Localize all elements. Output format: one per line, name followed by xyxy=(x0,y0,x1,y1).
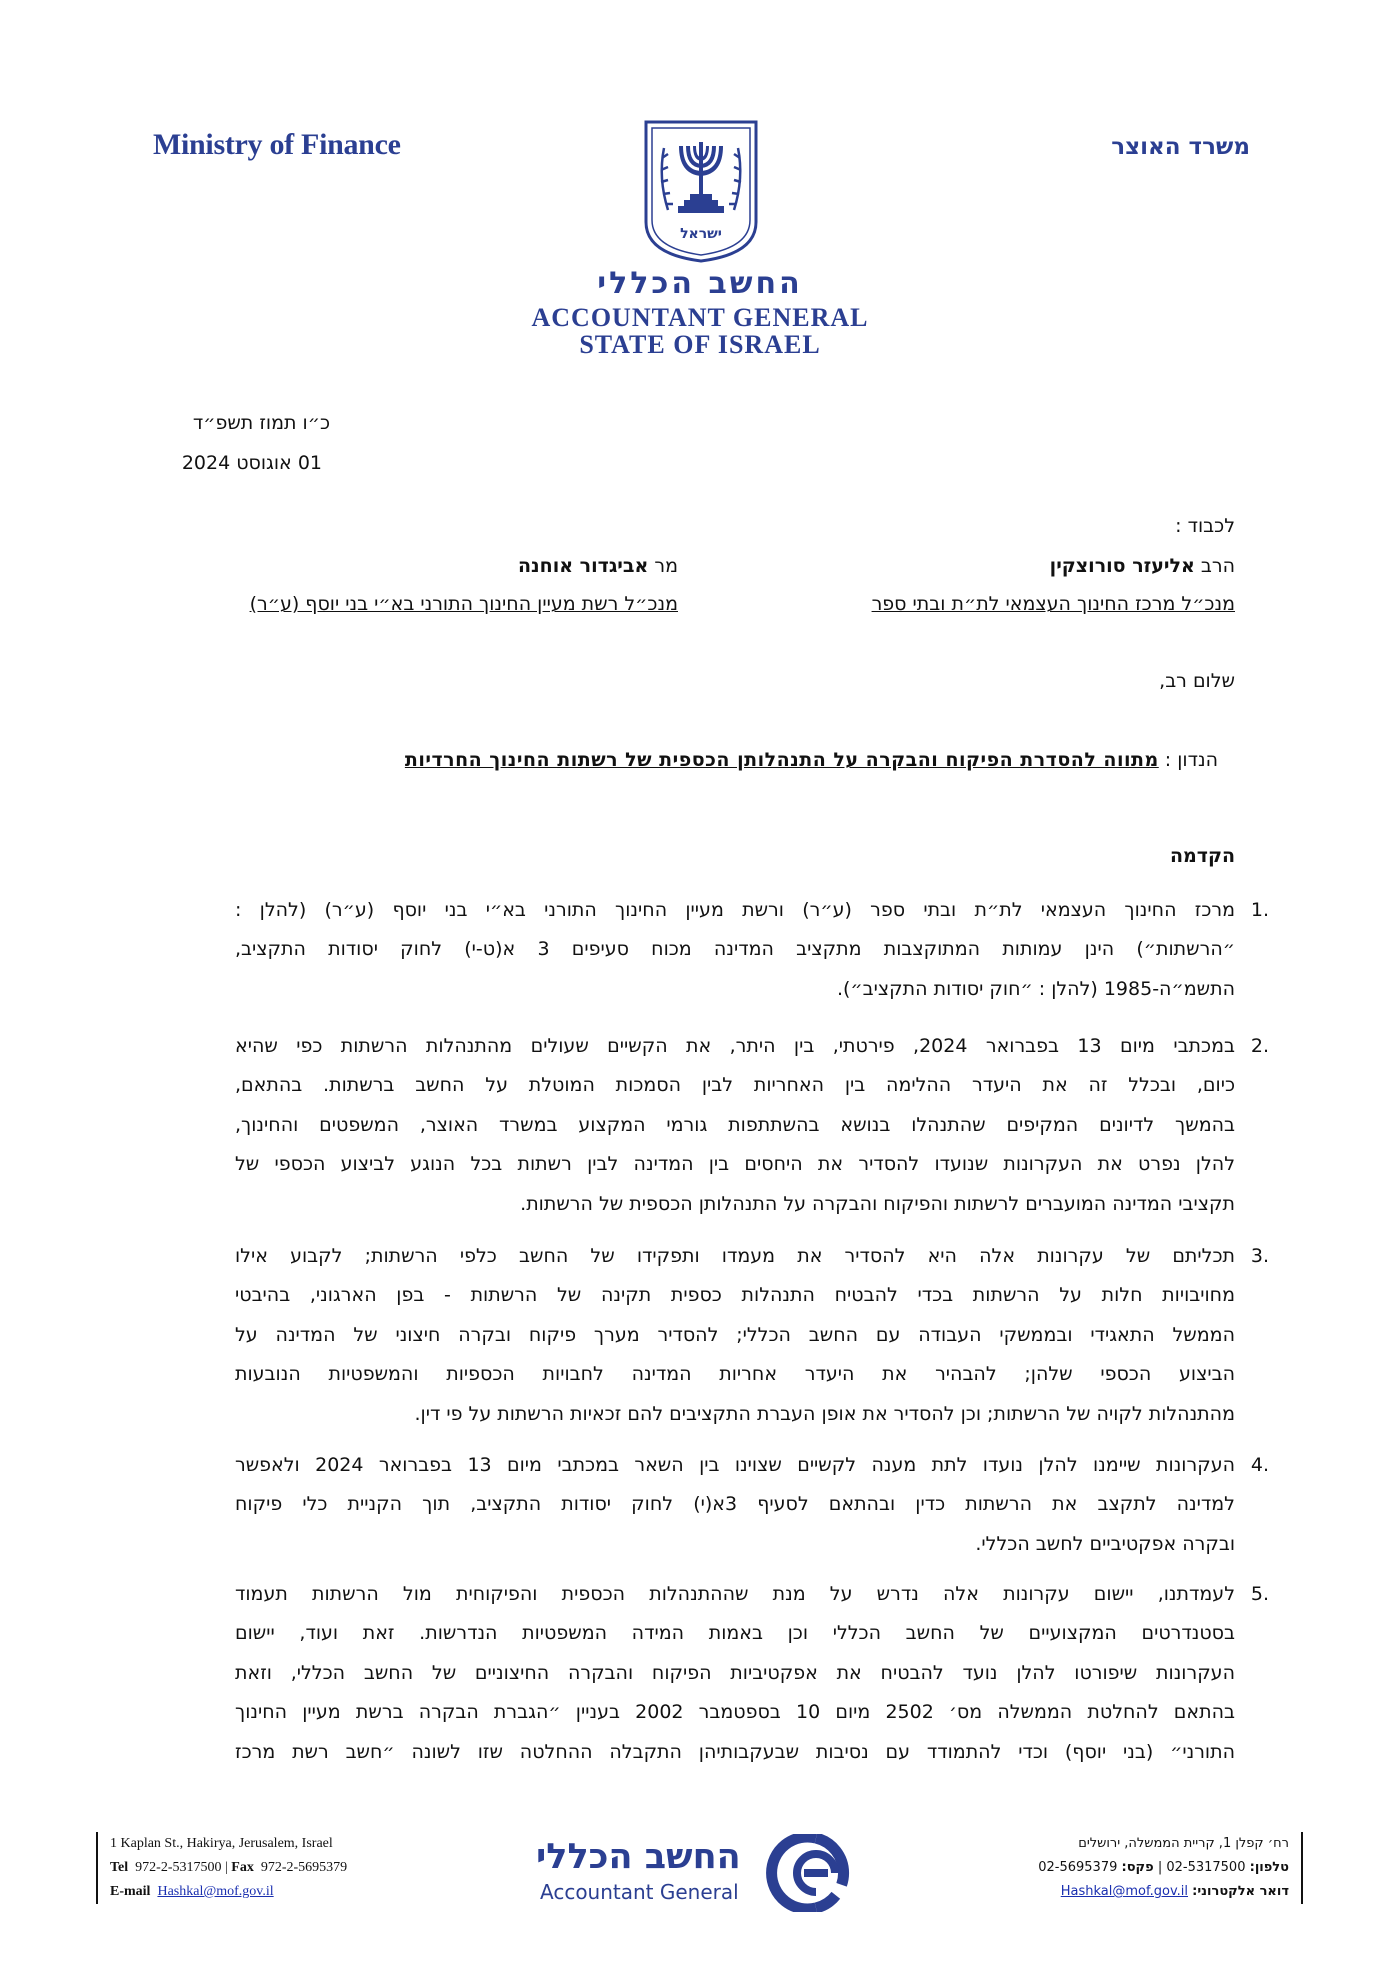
paragraph-line: להלן נפרט את העקרונות שנועדו להסדיר את היחסים בין המדינה לבין רשתות בכל הנוגע לביצוע הכספי של xyxy=(235,1153,1235,1176)
paragraph-line: למדינה לתקצב את הרשתות כדין ובהתאם לסעיף 3א(י) לחוק יסודות התקציב, תוך הקניית כלי פיקוח xyxy=(235,1493,1235,1516)
paragraph-number: .2 xyxy=(1250,1035,1269,1057)
paragraph-line: העקרונות שיפורטו להלן נועד להבטיח את אפקטיביות הפיקוח והבקרה החיצוניים של החשב הכללי, וזאת xyxy=(235,1661,1235,1684)
recipient-1-name-text: אליעזר סורוצקין xyxy=(1049,555,1195,577)
numbered-paragraph xyxy=(235,1446,1269,1564)
salutation: לכבוד : xyxy=(1175,515,1235,537)
fax-label: Fax xyxy=(231,1860,254,1875)
footer-email-he xyxy=(1038,1880,1289,1904)
state-of-israel-en: STATE OF ISRAEL xyxy=(579,330,821,359)
recipient-1-title: מנכ״ל מרכז החינוך העצמאי לת״ת ובתי ספר xyxy=(871,593,1235,615)
footer-contact-en xyxy=(96,1832,347,1904)
email-link[interactable]: Hashkal@mof.gov.il xyxy=(157,1884,274,1899)
paragraph-number: .1 xyxy=(1250,899,1269,921)
paragraph-line: ובקרה אפקטיביים לחשב הכללי. xyxy=(975,1532,1235,1555)
subject-label: הנדון : xyxy=(1158,749,1218,771)
paragraph-line: בסטנדרטים המקצועיים של החשב הכללי וכן באמות המידה המשפטיות הנדרשות. זאת ועוד, יישום xyxy=(235,1622,1235,1645)
accountant-general-logo-icon xyxy=(762,1834,870,1912)
recipient-1-prefix: הרב xyxy=(1194,555,1235,577)
paragraph-line: העקרונות שיימנו להלן נועדו לתת מענה לקשיים שצוינו בין השאר במכתבי מיום 13 בפברואר 2024 ולאפשר xyxy=(235,1454,1235,1476)
paragraph-line: מחויבויות חלות על הרשתות בכדי להבטיח התנהלות כספית תקינה של הרשתות - בפן הארגוני, בהיבטי xyxy=(235,1284,1235,1307)
footer-email-en xyxy=(110,1880,347,1904)
fax-value-he: 02-5695379 xyxy=(1038,1860,1118,1875)
email-label-he: דואר אלקטרוני: xyxy=(1192,1884,1289,1899)
subject-line xyxy=(405,749,1218,771)
paragraph-line: הממשל התאגידי ובממשקי העבודה עם החשב הכללי; להסדיר מערך פיקוח ובקרה חיצוני של המדינה על xyxy=(235,1323,1235,1346)
fax-value: 972-2-5695379 xyxy=(260,1860,348,1875)
paragraph-line: במכתבי מיום 13 בפברואר 2024, פירטתי, בין היתר, את הקשיים שעולים מהתנהלות הרשתות כפי שהיא xyxy=(235,1035,1235,1057)
numbered-paragraph xyxy=(235,891,1269,1009)
tel-label-he: טלפון: xyxy=(1249,1860,1289,1875)
numbered-paragraph xyxy=(235,1575,1269,1772)
footer-logo-he: החשב הכללי xyxy=(536,1837,741,1877)
paragraph-line: לעמדתנו, יישום עקרונות אלה נדרש על מנת שההתנהלות הכספית והפיקוחית מול הרשתות תעמוד xyxy=(235,1583,1235,1605)
footer-logo-en: Accountant General xyxy=(540,1880,739,1904)
paragraph-line: כיום, ובכלל זה את היעדר ההלימה בין האחריות לבין הסמכות המוטלת על החשב ברשתות. בהתאם, xyxy=(235,1074,1235,1097)
email-link-he[interactable]: Hashkal@mof.gov.il xyxy=(1060,1884,1188,1899)
footer-phones-he: טלפון: 02-5317500 | פקס: 02-5695379 xyxy=(1038,1860,1289,1875)
paragraph-number: .5 xyxy=(1250,1583,1269,1605)
email-label: E-mail xyxy=(110,1884,151,1899)
paragraph-line: תקציבי המדינה המועברים לרשתות והפיקוח והבקרה על התנהלותן הכספית של הרשתות. xyxy=(520,1192,1235,1215)
menorah-emblem-icon xyxy=(642,118,760,264)
accountant-general-en: ACCOUNTANT GENERAL xyxy=(531,303,869,332)
paragraph-number: .3 xyxy=(1250,1245,1269,1267)
ministry-en-title: Ministry of Finance xyxy=(153,128,401,161)
fax-label-he: פקס: xyxy=(1121,1860,1154,1875)
paragraph-number: .4 xyxy=(1250,1454,1269,1476)
paragraph-line: בהמשך לדיונים המקיפים שהתנהלו בנושא בהשתתפות גורמי המקצוע במשרד האוצר, המשפטים והחינוך, xyxy=(235,1113,1235,1136)
subject-text: מתווה להסדרת הפיקוח והבקרה על התנהלותן הכספית של רשתות החינוך החרדיות xyxy=(404,749,1159,771)
ministry-he-title: משרד האוצר xyxy=(1111,134,1250,160)
footer-phones-en: Tel 972-2-5317500 | Fax 972-2-5695379 xyxy=(110,1860,348,1875)
paragraph-line: הביצוע הכספי שלהן; להבהיר את היעדר אחריות המדינה לחבויות הכספיות והמשפטיות הנובעות xyxy=(235,1363,1235,1386)
section-heading-intro: הקדמה xyxy=(1169,845,1235,867)
recipient-2-prefix: מר xyxy=(648,555,678,577)
paragraph-line: התשמ״ה-1985 (להלן : ״חוק יסודות התקציב״). xyxy=(836,977,1235,1000)
gregorian-date: 01 אוגוסט 2024 xyxy=(181,452,322,474)
greeting: שלום רב, xyxy=(1159,670,1235,692)
tel-value: 972-2-5317500 xyxy=(135,1860,222,1875)
paragraph-line: מהתנהלות לקויה של הרשתות; וכן להסדיר את אופן העברת התקציבים להם זכאיות הרשתות על פי דין. xyxy=(414,1402,1235,1425)
emblem-text: ישראל xyxy=(680,226,722,242)
footer-address-he: רח׳ קפלן 1, קריית הממשלה, ירושלים xyxy=(1078,1836,1289,1851)
numbered-paragraph xyxy=(235,1027,1269,1224)
footer-address-en: 1 Kaplan St., Hakirya, Jerusalem, Israel xyxy=(110,1836,333,1851)
hebrew-date: כ״ו תמוז תשפ״ד xyxy=(192,412,330,434)
paragraph-line: תכליתם של עקרונות אלה היא להסדיר את מעמדו ותפקידו של החשב כלפי הרשתות; לקבוע אילו xyxy=(235,1245,1235,1267)
recipient-2-name xyxy=(518,555,678,577)
numbered-paragraph xyxy=(235,1237,1269,1434)
footer-contact-he xyxy=(1038,1832,1303,1904)
paragraph-line: בהתאם להחלטת הממשלה מס׳ 2502 מיום 10 בספטמבר 2002 בעניין ״הגברת הבקרה ברשת מעיין החינוך xyxy=(235,1701,1235,1724)
recipient-2-title: מנכ״ל רשת מעיין החינוך התורני בא״י בני יוסף (ע״ר) xyxy=(249,593,678,615)
tel-value-he: 02-5317500 xyxy=(1166,1860,1246,1875)
tel-label: Tel xyxy=(110,1860,129,1875)
accountant-general-he: החשב הכללי xyxy=(597,266,803,301)
paragraph-line: ״הרשתות״) הינן עמותות המתוקצבות מתקציב המדינה מכוח סעיפים 3 א(ט-י) לחוק יסודות התקציב, xyxy=(235,938,1235,961)
recipient-2-name-text: אביגדור אוחנה xyxy=(518,555,649,577)
paragraph-line: התורני״ (בני יוסף) וכדי להתמודד עם נסיבות שבעקבותיהן התקבלה ההחלטה שזו לשונה ״חשב רשת מרכז xyxy=(235,1740,1235,1763)
recipient-1-name xyxy=(1050,555,1235,577)
paragraph-line: מרכז החינוך העצמאי לת״ת ובתי ספר (ע״ר) ורשת מעיין החינוך התורני בא״י בני יוסף (ע״ר) (להלן : xyxy=(235,899,1235,921)
